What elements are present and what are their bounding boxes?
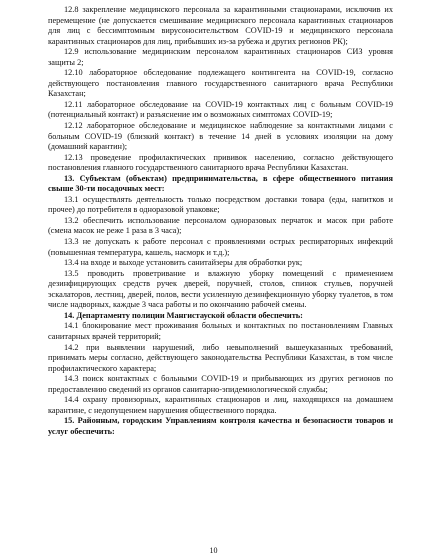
paragraph: 12.11 лабораторное обследование на COVID-19 контактных лиц с больным COVID-19 (потенциальный контакт) и разъяснение им о возможных симптомах COVID-19; <box>48 99 393 120</box>
paragraph: 12.9 использование медицинским персоналом карантинных стационаров СИЗ уровня защиты 2; <box>48 47 393 67</box>
paragraph: 12.8 закрепление медицинского персонала за карантинными стационарами, исключив их перемещение (не допускается смешивание медицинского персонала карантинных стационаров для лиц с бессимптомным вирусоносительством COVID-19 и медицинского персонала карантинных стационаров для лиц, прибывших из-за рубежа и других регионов РК); <box>48 5 393 46</box>
page-number: 10 <box>209 546 218 555</box>
paragraph: 12.13 проведение профилактических прививок населению, согласно действующего постановления главного государственного санитарного врача Республики Казахстан. <box>48 152 393 173</box>
section-heading: 14. Департаменту полиции Мангистауской области обеспечить: <box>64 310 303 320</box>
paragraph: 14.1 блокирование мест проживания больных и контактных по постановлениям Главных санитарных врачей территорий; <box>48 321 393 341</box>
document-body <box>48 5 393 437</box>
paragraph: 13.3 не допускать к работе персонал с проявлениями острых респираторных инфекций (повышенная температура, кашель, насморк и т.д.); <box>48 237 393 257</box>
paragraph: 14.3 поиск контактных с больными COVID-19 и прибывающих из других регионов по предоставлению сведений из органов санитарно-эпидемиологической службы; <box>48 374 393 394</box>
paragraph: 13.4 на входе и выходе установить санитайзеры для обработки рук; <box>64 258 303 268</box>
paragraph: 13.1 осуществлять деятельность только посредством доставки товара (еды, напитков и прочее) до потребителя в одноразовой упаковке; <box>48 194 393 215</box>
paragraph: 12.10 лабораторное обследование подлежащего контингента на COVID-19, согласно действующего постановления главного государственного санитарного врача Республики Казахстан; <box>48 68 393 99</box>
paragraph: 13.2 обеспечить использование персоналом одноразовых перчаток и масок при работе (смена масок не реже 1 раза в 3 часа); <box>48 215 393 236</box>
paragraph: 13.5 проводить проветривание и влажную уборку помещений с применением дезинфицирующих средств ручек дверей, поручней, столов, спинок стульев, поручней эскалаторов, лестниц, дверей, полов, вести усиленную дезинфекционную уборку туалетов, в том числе надворных, каждые 3 часа работы и по окончанию рабочей смены. <box>48 268 393 310</box>
section-heading: 13. Субъектам (объектам) предпринимательства, в сфере общественного питания свыше 30-ти посадочных мест: <box>48 173 393 194</box>
paragraph: 12.12 лабораторное обследование и медицинское наблюдение за контактными лицами с больным COVID-19 (близкий контакт) в течение 14 дней в условиях изоляции на дому (домашний карантин); <box>48 121 393 152</box>
paragraph: 14.4 охрану провизорных, карантинных стационаров и лиц, находящихся на домашнем карантине, с недопущением нарушения общественного порядка. <box>48 395 393 415</box>
paragraph: 14.2 при выявлении нарушений, либо невыполнений вышеуказанных требований, принимать меры согласно, действующего законодательства Республики Казахстан, в том числе профилактического характера; <box>48 342 393 373</box>
section-heading: 15. Районным, городским Управлениям контроля качества и безопасности товаров и услуг обеспечить: <box>48 416 393 436</box>
